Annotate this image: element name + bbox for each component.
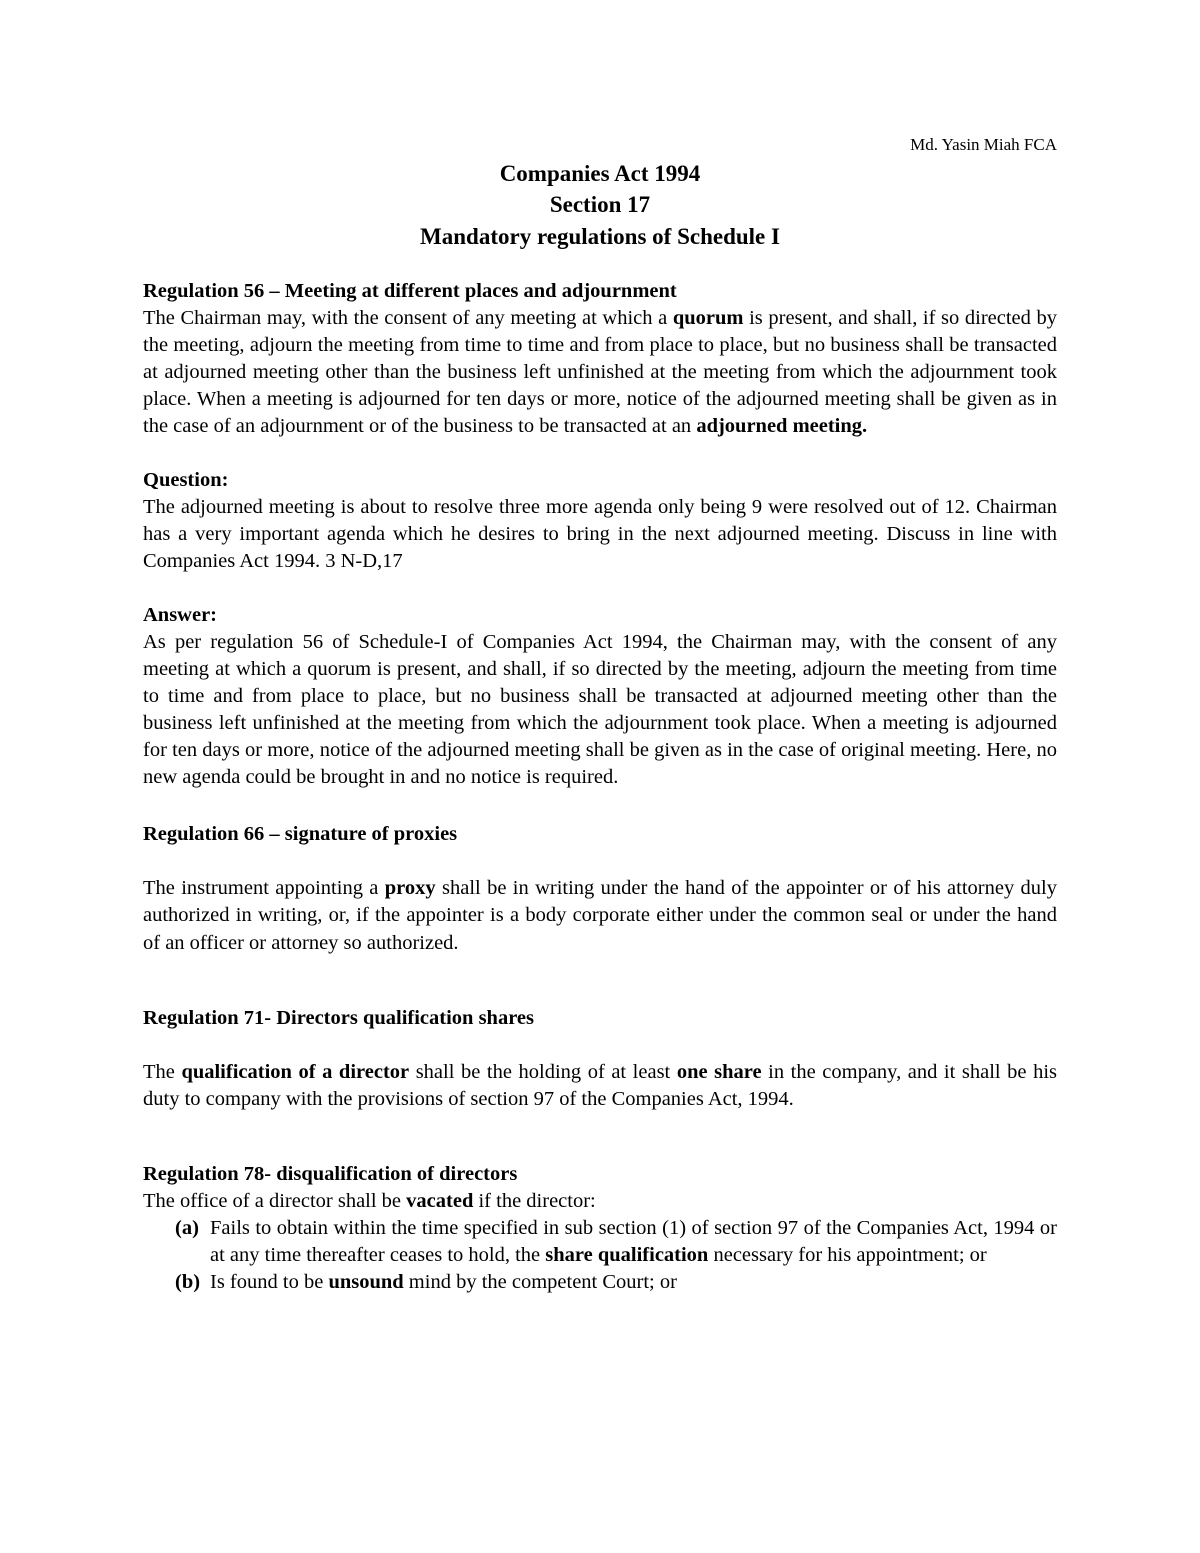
text-run: mind by the competent Court; or: [403, 1270, 677, 1293]
regulation-78-heading: Regulation 78- disqualification of directors: [143, 1162, 518, 1185]
text-run: Fails to obtain within the time specified in sub section (1) of section 97 of the Companies Act, 1994 or at any time thereafter ceases to hold, the: [210, 1216, 1057, 1266]
bold-text-run: one share: [676, 1060, 762, 1083]
document-title: Companies Act 1994: [499, 161, 701, 187]
regulation-66-heading: Regulation 66 – signature of proxies: [143, 823, 458, 846]
text-run: in the company, and it shall be his duty to company with the provisions of section 97 of the Companies Act, 1994.: [143, 1060, 1057, 1110]
answer-heading: Answer:: [143, 604, 218, 627]
text-run: The: [143, 1060, 182, 1083]
text-run: The office of a director shall be: [143, 1189, 407, 1212]
bold-text-run: quorum: [672, 306, 744, 329]
document-subtitle: Mandatory regulations of Schedule I: [420, 223, 780, 249]
text-run: The Chairman may, with the consent of any meeting at which a: [143, 306, 673, 329]
regulation-71-body: [143, 1059, 1057, 1113]
text-run: Is found to be: [210, 1270, 329, 1293]
bold-text-run: share qualification: [545, 1243, 709, 1266]
list-marker-b: (b): [175, 1270, 201, 1293]
bold-text-run: proxy: [384, 877, 436, 900]
bold-text-run: adjourned meeting.: [696, 414, 868, 437]
regulation-66-body: [143, 875, 1057, 956]
list-marker-a: (a): [175, 1216, 199, 1239]
regulation-56-body: [143, 305, 1057, 440]
text-run: if the director:: [473, 1189, 596, 1212]
list-item-b: [143, 1269, 1057, 1296]
text-run: shall be the holding of at least: [409, 1060, 677, 1083]
list-item-a-text: [210, 1217, 1057, 1266]
author-line: Md. Yasin Miah FCA: [910, 135, 1057, 154]
text-run: necessary for his appointment; or: [708, 1243, 987, 1266]
list-item-b-text: [210, 1271, 677, 1293]
text-run: shall be in writing under the hand of the appointer or of his attorney duly authorized in writing, or, if the appointer is a body corporate either under the common seal or under the hand of an officer or attorney so authorized.: [143, 877, 1057, 954]
regulation-71-heading: Regulation 71- Directors qualification shares: [143, 1006, 535, 1029]
bold-text-run: vacated: [406, 1189, 474, 1212]
list-item-a: [143, 1215, 1057, 1269]
text-run: is present, and shall, if so directed by the meeting, adjourn the meeting from time to time and from place to place, but no business shall be transacted at adjourned meeting other than the business left unfinished at the meeting from which the adjournment took place. When a meeting is adjourned for ten days or more, notice of the adjourned meeting shall be given as in the case of an adjournment or of the business to be transacted at an: [143, 306, 1057, 437]
text-run: The adjourned meeting is about to resolve three more agenda only being 9 were resolved out of 12. Chairman has a very important agenda which he desires to bring in the next adjourned meeting. Discuss in line with Companies Act 1994. 3 N-D,17: [143, 495, 1057, 572]
section-title: Section 17: [549, 192, 651, 218]
answer-body: [143, 629, 1057, 791]
regulation-78-list: [143, 1215, 1057, 1296]
bold-text-run: unsound: [328, 1270, 404, 1293]
regulation-78-intro: [143, 1188, 1057, 1215]
question-heading: Question:: [143, 468, 229, 491]
title-block: [143, 158, 1057, 251]
text-run: The instrument appointing a: [143, 877, 385, 900]
question-body: [143, 494, 1057, 575]
bold-text-run: qualification of a director: [181, 1060, 410, 1083]
regulation-56-heading: Regulation 56 – Meeting at different places and adjournment: [143, 279, 677, 302]
text-run: As per regulation 56 of Schedule-I of Companies Act 1994, the Chairman may, with the consent of any meeting at which a quorum is present, and shall, if so directed by the meeting, adjourn the meeting from time to time and from place to place, but no business shall be transacted at adjourned meeting other than the business left unfinished at the meeting from which the adjournment took place. When a meeting is adjourned for ten days or more, notice of the adjourned meeting shall be given as in the case of original meeting. Here, no new agenda could be brought in and no notice is required.: [143, 631, 1057, 789]
